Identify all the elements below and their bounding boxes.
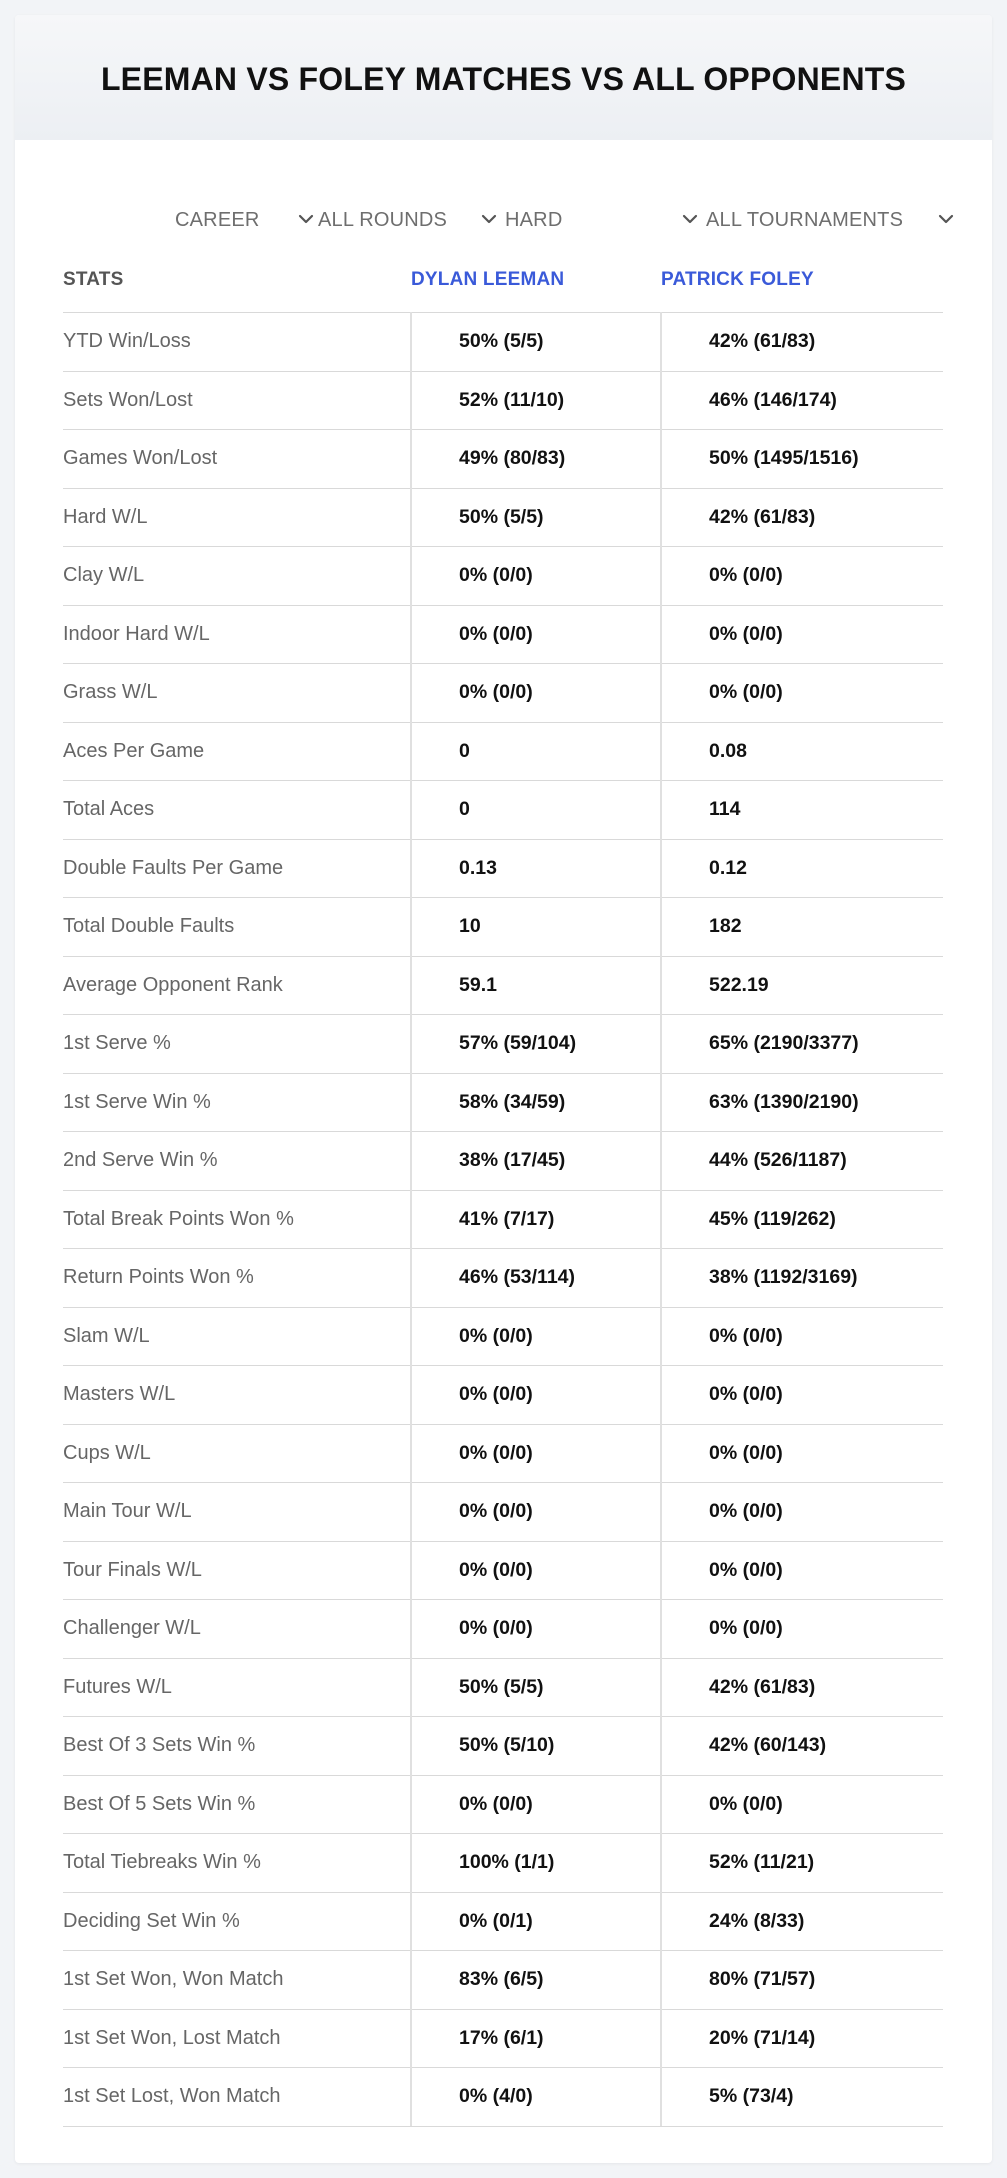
stat-label: 1st Set Lost, Won Match — [63, 2085, 281, 2108]
stat-label: Deciding Set Win % — [63, 1909, 240, 1932]
stat-label: Tour Finals W/L — [63, 1558, 202, 1581]
player2-value: 114 — [709, 798, 741, 821]
chevron-down-icon — [297, 210, 315, 228]
table-row — [63, 2010, 943, 2069]
table-row — [63, 1659, 943, 1718]
table-row — [63, 1366, 943, 1425]
stat-label: Games Won/Lost — [63, 447, 218, 470]
table-row — [63, 1717, 943, 1776]
stat-label: Hard W/L — [63, 505, 148, 528]
table-row — [63, 606, 943, 665]
player1-value: 57% (59/104) — [459, 1032, 577, 1055]
stat-label: Indoor Hard W/L — [63, 622, 210, 645]
stat-label: Total Break Points Won % — [63, 1207, 294, 1230]
table-row — [63, 898, 943, 957]
table-row — [63, 489, 943, 548]
player1-value: 100% (1/1) — [459, 1851, 555, 1874]
player1-value: 0% (0/0) — [459, 1500, 533, 1523]
player2-value: 42% (60/143) — [709, 1734, 827, 1757]
table-row — [63, 430, 943, 489]
stat-label: 1st Serve Win % — [63, 1090, 211, 1113]
player1-column-header[interactable]: DYLAN LEEMAN — [411, 269, 565, 290]
stat-label: Best Of 5 Sets Win % — [63, 1792, 256, 1815]
table-body — [63, 313, 943, 2127]
filter-label: HARD — [505, 208, 563, 231]
stat-label: YTD Win/Loss — [63, 330, 191, 353]
player1-value: 50% (5/10) — [459, 1734, 555, 1757]
player2-value: 50% (1495/1516) — [709, 447, 859, 470]
player1-value: 52% (11/10) — [459, 388, 565, 411]
player2-value: 0% (0/0) — [709, 1500, 783, 1523]
table-row — [63, 372, 943, 431]
filter-bar — [15, 190, 992, 250]
stat-label: Total Tiebreaks Win % — [63, 1851, 261, 1874]
stat-label: Challenger W/L — [63, 1617, 201, 1640]
table-row — [63, 723, 943, 782]
table-row — [63, 1015, 943, 1074]
header — [15, 15, 992, 140]
player1-value: 0% (0/0) — [459, 1441, 533, 1464]
stat-label: Best Of 3 Sets Win % — [63, 1734, 256, 1757]
stat-label: Average Opponent Rank — [63, 973, 283, 996]
table-row — [63, 547, 943, 606]
stat-label: Futures W/L — [63, 1675, 172, 1698]
player1-value: 46% (53/114) — [459, 1266, 576, 1289]
page-title: LEEMAN VS FOLEY MATCHES VS ALL OPPONENTS — [100, 61, 907, 97]
stat-label: Clay W/L — [63, 564, 145, 587]
table-row — [63, 1951, 943, 2010]
table-row — [63, 840, 943, 899]
player1-value: 0% (0/0) — [459, 1617, 533, 1640]
table-row — [63, 1483, 943, 1542]
stat-label: Total Double Faults — [63, 915, 235, 938]
table-row — [63, 313, 943, 372]
player2-value: 0% (0/0) — [709, 622, 783, 645]
table-row — [63, 2068, 943, 2127]
player2-value: 42% (61/83) — [709, 330, 816, 353]
stat-label: 2nd Serve Win % — [63, 1149, 218, 1172]
stats-card — [15, 15, 992, 2163]
player1-value: 50% (5/5) — [459, 330, 544, 353]
table-header — [63, 248, 943, 313]
stat-label: Double Faults Per Game — [63, 856, 284, 879]
player1-value: 0% (0/0) — [459, 1792, 533, 1815]
table-row — [63, 1425, 943, 1484]
player2-value: 46% (146/174) — [709, 388, 837, 411]
stat-label: Return Points Won % — [63, 1266, 254, 1289]
player1-value: 17% (6/1) — [459, 2026, 544, 2049]
stat-label: Main Tour W/L — [63, 1500, 192, 1523]
player2-value: 0.12 — [709, 856, 747, 879]
stat-label: Masters W/L — [63, 1383, 176, 1406]
player1-value: 83% (6/5) — [459, 1968, 544, 1991]
table-row — [63, 1074, 943, 1133]
player2-value: 0% (0/0) — [709, 1792, 783, 1815]
table-row — [63, 957, 943, 1016]
table-row — [63, 1542, 943, 1601]
column-divider — [660, 312, 662, 2126]
player1-value: 0% (0/0) — [459, 564, 533, 587]
table-row — [63, 1834, 943, 1893]
player1-value: 0% (0/0) — [459, 1324, 533, 1347]
player2-value: 38% (1192/3169) — [709, 1266, 858, 1289]
player1-value: 50% (5/5) — [459, 505, 544, 528]
filter-label: ALL ROUNDS — [318, 208, 448, 231]
table-row — [63, 1191, 943, 1250]
stats-table — [63, 248, 943, 2127]
player1-value: 0 — [459, 798, 470, 821]
player2-value: 0% (0/0) — [709, 1558, 783, 1581]
table-row — [63, 664, 943, 723]
table-row — [63, 1893, 943, 1952]
player1-value: 59.1 — [459, 973, 497, 996]
player2-value: 0% (0/0) — [709, 1441, 783, 1464]
chevron-down-icon — [681, 210, 699, 228]
player2-value: 24% (8/33) — [709, 1909, 805, 1932]
stat-label: 1st Set Won, Won Match — [63, 1968, 284, 1991]
stat-label: 1st Set Won, Lost Match — [63, 2026, 281, 2049]
player2-value: 80% (71/57) — [709, 1968, 816, 1991]
player1-value: 0% (0/0) — [459, 622, 533, 645]
player2-value: 5% (73/4) — [709, 2085, 794, 2108]
table-row — [63, 1308, 943, 1367]
column-divider — [410, 312, 412, 2126]
filter-label: ALL TOURNAMENTS — [706, 208, 904, 231]
player2-value: 42% (61/83) — [709, 505, 816, 528]
player2-value: 65% (2190/3377) — [709, 1032, 859, 1055]
surface-filter[interactable] — [505, 190, 705, 250]
stat-label: Cups W/L — [63, 1441, 151, 1464]
table-row — [63, 1600, 943, 1659]
career-filter[interactable] — [175, 190, 315, 250]
player1-value: 0% (4/0) — [459, 2085, 533, 2108]
player1-value: 38% (17/45) — [459, 1149, 566, 1172]
player1-value: 10 — [459, 915, 481, 938]
player1-value: 0% (0/1) — [459, 1909, 533, 1932]
player2-value: 0% (0/0) — [709, 681, 783, 704]
stat-label: 1st Serve % — [63, 1032, 171, 1055]
player1-value: 0 — [459, 739, 470, 762]
player2-value: 52% (11/21) — [709, 1851, 815, 1874]
player2-value: 0% (0/0) — [709, 1617, 783, 1640]
table-row — [63, 1776, 943, 1835]
table-row — [63, 781, 943, 840]
player1-value: 0% (0/0) — [459, 1383, 533, 1406]
player1-value: 0% (0/0) — [459, 681, 533, 704]
rounds-filter[interactable] — [318, 190, 498, 250]
player1-value: 0% (0/0) — [459, 1558, 533, 1581]
filter-label: CAREER — [175, 208, 260, 231]
table-row — [63, 1249, 943, 1308]
player1-value: 50% (5/5) — [459, 1675, 544, 1698]
player2-value: 20% (71/14) — [709, 2026, 816, 2049]
chevron-down-icon — [480, 210, 498, 228]
player2-value: 522.19 — [709, 973, 769, 996]
stat-label: Slam W/L — [63, 1324, 150, 1347]
stat-label: Aces Per Game — [63, 739, 205, 762]
stat-label: Grass W/L — [63, 681, 158, 704]
player2-value: 0% (0/0) — [709, 1383, 783, 1406]
table-row — [63, 1132, 943, 1191]
player2-value: 42% (61/83) — [709, 1675, 816, 1698]
tournaments-filter[interactable] — [706, 190, 956, 250]
player2-value: 182 — [709, 915, 742, 938]
player1-value: 0.13 — [459, 856, 497, 879]
player2-value: 0.08 — [709, 739, 747, 762]
player2-value: 0% (0/0) — [709, 1324, 783, 1347]
player2-value: 44% (526/1187) — [709, 1149, 847, 1172]
player2-value: 45% (119/262) — [709, 1207, 836, 1230]
stats-column-header: STATS — [63, 269, 124, 290]
stat-label: Sets Won/Lost — [63, 388, 193, 411]
stat-label: Total Aces — [63, 798, 155, 821]
player1-value: 49% (80/83) — [459, 447, 566, 470]
player2-value: 0% (0/0) — [709, 564, 783, 587]
player2-value: 63% (1390/2190) — [709, 1090, 859, 1113]
player2-column-header[interactable]: PATRICK FOLEY — [661, 269, 814, 290]
chevron-down-icon — [937, 210, 955, 228]
player1-value: 41% (7/17) — [459, 1207, 555, 1230]
player1-value: 58% (34/59) — [459, 1090, 566, 1113]
